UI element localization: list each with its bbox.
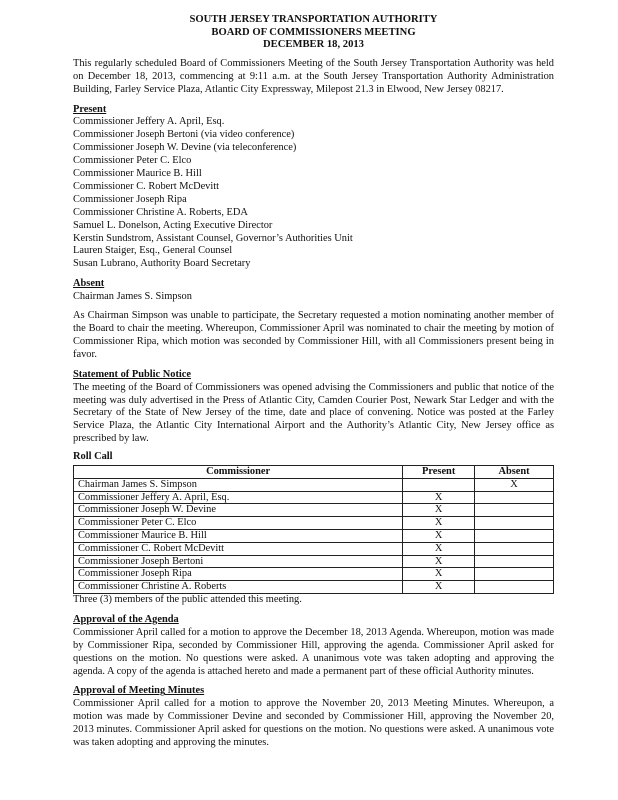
present-name: Samuel L. Donelson, Acting Executive Director [73,219,273,231]
roll-absent-cell [475,568,554,581]
column-header-present: Present [403,466,475,479]
roll-name-cell: Commissioner Joseph Bertoni [74,555,403,568]
public-notice-paragraph: The meeting of the Board of Commissioners was opened advising the Commissioners and public that notice of the meeting was duly advertised in the Press of Atlantic City, Camden Courier Post, Newark Star Ledger and with the Secretary of the State of New Jersey of the time, date and place of convening. Notice was posted at the Farley Service Plaza, the Atlantic City International Airport and the Authority’s Atlantic City, New Jersey office as prescribed by law. [73,381,554,445]
roll-call-heading: Roll Call [73,451,113,463]
roll-absent-cell [475,517,554,530]
absent-paragraph: As Chairman Simpson was unable to participate, the Secretary requested a motion nominating another member of the Board to chair the meeting. Whereupon, Commissioner April was nominated to chair the meeting by motion of Commissioner Ripa, which motion was seconded by Commissioner Hill, with all Commissioners present being in favor. [73,310,554,360]
roll-present-cell: X [403,568,475,581]
table-row [74,568,554,581]
agenda-heading: Approval of the Agenda [73,613,179,625]
present-name: Commissioner Peter C. Elco [73,155,192,167]
roll-name-cell: Chairman James S. Simpson [74,478,403,491]
roll-name-cell: Commissioner Joseph W. Devine [74,504,403,517]
roll-name-cell: Commissioner Joseph Ripa [74,568,403,581]
column-header-commissioner: Commissioner [74,466,403,479]
present-name: Commissioner Joseph Bertoni (via video conference) [73,129,295,141]
present-name: Kerstin Sundstrom, Assistant Counsel, Governor’s Authorities Unit [73,232,353,244]
roll-present-cell: X [403,504,475,517]
present-name: Susan Lubrano, Authority Board Secretary [73,258,251,270]
roll-present-cell: X [403,555,475,568]
present-heading: Present [73,103,107,115]
roll-absent-cell [475,542,554,555]
table-row [74,530,554,543]
roll-present-cell: X [403,517,475,530]
roll-absent-cell: X [475,478,554,491]
roll-name-cell: Commissioner Peter C. Elco [74,517,403,530]
roll-absent-cell [475,555,554,568]
column-header-absent: Absent [475,466,554,479]
table-row [74,517,554,530]
present-name: Commissioner C. Robert McDevitt [73,180,220,192]
public-notice-heading: Statement of Public Notice [73,368,192,380]
minutes-paragraph: Commissioner April called for a motion to approve the November 20, 2013 Meeting Minutes. Whereupon, a motion was made by Commissioner Devine and seconded by Commissioner Hill, approving the November 20, 2013 minutes. Commissioner April asked for questions on the motion. No questions were asked. A unanimous vote was taken adopting and approving the minutes. [73,698,554,749]
roll-absent-cell [475,581,554,594]
roll-absent-cell [475,530,554,543]
table-row [74,581,554,594]
present-name: Commissioner Jeffery A. April, Esq. [73,116,225,128]
roll-absent-cell [475,504,554,517]
table-row [74,542,554,555]
table-row [74,491,554,504]
present-name: Commissioner Joseph W. Devine (via teleconference) [73,142,297,154]
table-row [74,478,554,491]
minutes-heading: Approval of Meeting Minutes [73,685,205,697]
roll-present-cell: X [403,530,475,543]
roll-present-cell: X [403,542,475,555]
roll-absent-cell [475,491,554,504]
roll-present-cell [403,478,475,491]
roll-name-cell: Commissioner C. Robert McDevitt [74,542,403,555]
roll-name-cell: Commissioner Christine A. Roberts [74,581,403,594]
table-row [74,555,554,568]
table-row [74,504,554,517]
roll-name-cell: Commissioner Maurice B. Hill [74,530,403,543]
title-meeting: BOARD OF COMMISSIONERS MEETING [211,26,416,38]
intro-paragraph: This regularly scheduled Board of Commissioners Meeting of the South Jersey Transportation Authority was held on December 18, 2013, commencing at 9:11 a.m. at the South Jersey Transportation Authority Administration Building, Farley Service Plaza, Atlantic City Expressway, Milepost 21.3 in Elwood, New Jersey 08217. [73,57,554,95]
roll-name-cell: Commissioner Jeffery A. April, Esq. [74,491,403,504]
present-name: Lauren Staiger, Esq., General Counsel [73,245,233,257]
title-date: DECEMBER 18, 2013 [263,39,364,51]
present-name: Commissioner Joseph Ripa [73,193,187,205]
public-attendance-note: Three (3) members of the public attended this meeting. [73,594,302,606]
roll-present-cell: X [403,491,475,504]
absent-name: Chairman James S. Simpson [73,291,192,303]
absent-heading: Absent [73,278,105,290]
present-name: Commissioner Maurice B. Hill [73,168,202,180]
agenda-paragraph: Commissioner April called for a motion to approve the December 18, 2013 Agenda. Whereupon, motion was made by Commissioner Ripa, seconded by Commissioner Hill, approving the agenda. Commissioner April asked for questions on the motion. No questions were asked. A unanimous vote was taken adopting and approving the agenda. A copy of the agenda is attached hereto and made a permanent part of these official Authority minutes. [73,626,554,677]
roll-call-header-row [74,466,554,479]
document-title [73,14,554,52]
title-authority: SOUTH JERSEY TRANSPORTATION AUTHORITY [189,14,438,25]
present-list [73,116,554,271]
roll-call-table [73,465,554,594]
present-name: Commissioner Christine A. Roberts, EDA [73,206,248,218]
roll-present-cell: X [403,581,475,594]
